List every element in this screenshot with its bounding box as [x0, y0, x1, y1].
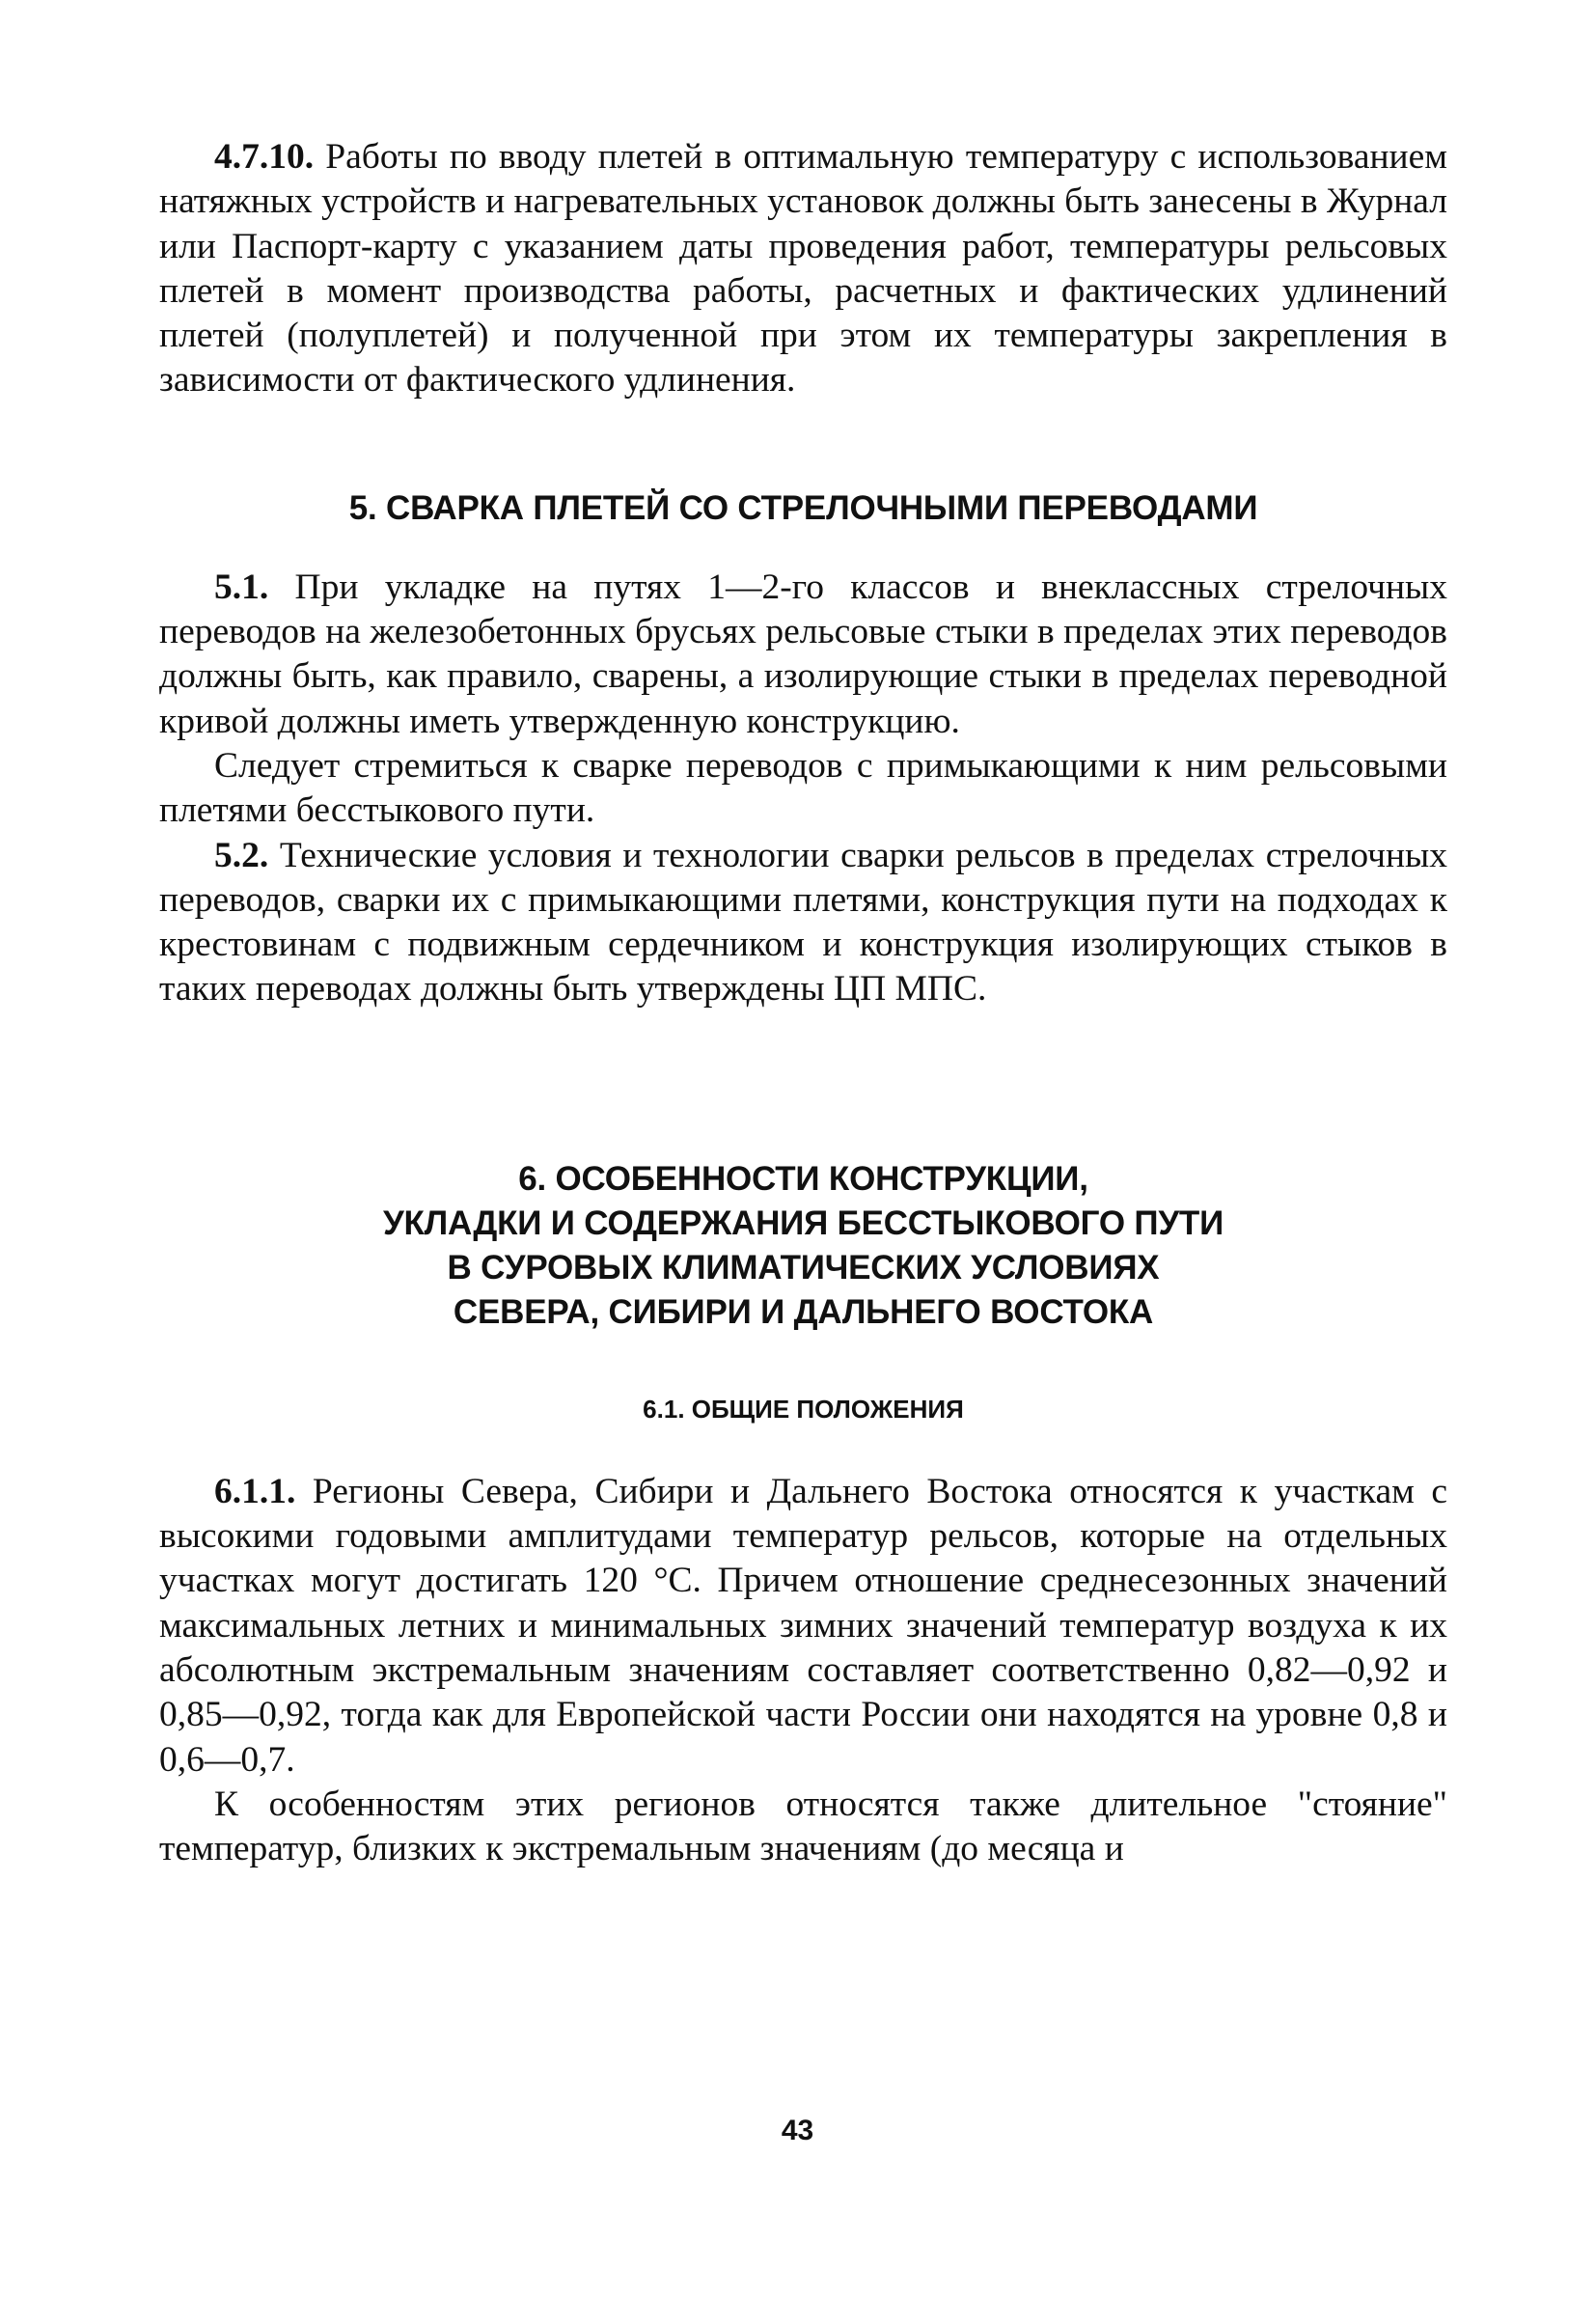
page-number: 43 [781, 2115, 814, 2146]
section-6-heading [159, 1157, 1447, 1335]
paragraph-5-1-continued: Следует стремиться к сварке переводов с примыкающими к ним рельсовыми плетями бесстыкового пути. [159, 745, 1447, 831]
paragraph-6-1-1 [159, 1470, 1447, 1783]
section-6-heading-line: В СУРОВЫХ КЛИМАТИЧЕСКИХ УСЛОВИЯХ [447, 1248, 1160, 1286]
section-6-heading-line: СЕВЕРА, СИБИРИ И ДАЛЬНЕГО ВОСТОКА [453, 1292, 1154, 1331]
paragraph-text: Работы по вводу плетей в оптимальную температуру с использованием натяжных устройств и нагревательных установок должны быть занесены в Журнал или Паспорт-карту с указанием даты проведения работ, температуры рельсовых плетей в момент производства работы, расчетных и фактических удлинений плетей (полуплетей) и полученной при этом их температуры закрепления в зависимости от фактического удлинения. [159, 137, 1447, 401]
paragraph-number: 6.1.1. [214, 1471, 296, 1511]
paragraph-5-2 [159, 834, 1447, 1012]
subsection-6-1-heading: 6.1. ОБЩИЕ ПОЛОЖЕНИЯ [643, 1394, 964, 1424]
paragraph-number: 4.7.10. [214, 137, 315, 177]
section-6-heading-line: 6. ОСОБЕННОСТИ КОНСТРУКЦИИ, [518, 1159, 1088, 1198]
paragraph-text: Технические условия и технологии сварки рельсов в пределах стрелочных переводов, сварки их с примыкающими плетями, конструкция пути на подходах к крестовинам с подвижным сердечником и конструкция изолирующих стыков в таких переводах должны быть утверждены ЦП МПС. [159, 835, 1447, 1010]
document-page [159, 135, 1447, 1871]
paragraph-text: При укладке на путях 1—2-го классов и внеклассных стрелочных переводов на железобетонных брусьях рельсовые стыки в пределах этих переводов должны быть, как правило, сварены, а изолирующие стыки в пределах переводной кривой должны иметь утвержденную конструкцию. [159, 567, 1447, 741]
paragraph-5-1 [159, 566, 1447, 744]
paragraph-number: 5.1. [214, 567, 269, 607]
section-6-heading-line: УКЛАДКИ И СОДЕРЖАНИЯ БЕССТЫКОВОГО ПУТИ [382, 1204, 1224, 1242]
paragraph-6-1-1-continued: К особенностям этих регионов относятся также длительное "стояние" температур, близких к экстремальным значениям (до месяца и [159, 1784, 1447, 1869]
paragraph-4-7-10 [159, 135, 1447, 403]
paragraph-text: Регионы Севера, Сибири и Дальнего Востока относятся к участкам с высокими годовыми амплитудами температур рельсов, которые на отдельных участках могут достигать 120 °С. Причем отношение среднесезонных значений максимальных летних и минимальных зимних значений температур воздуха к их абсолютным экстремальным значениям составляет соответственно 0,82—0,92 и 0,85—0,92, тогда как для Европейской части России они находятся на уровне 0,8 и 0,6—0,7. [159, 1471, 1447, 1780]
section-5-heading: 5. СВАРКА ПЛЕТЕЙ СО СТРЕЛОЧНЫМИ ПЕРЕВОДАМИ [348, 488, 1258, 527]
paragraph-number: 5.2. [214, 835, 269, 875]
